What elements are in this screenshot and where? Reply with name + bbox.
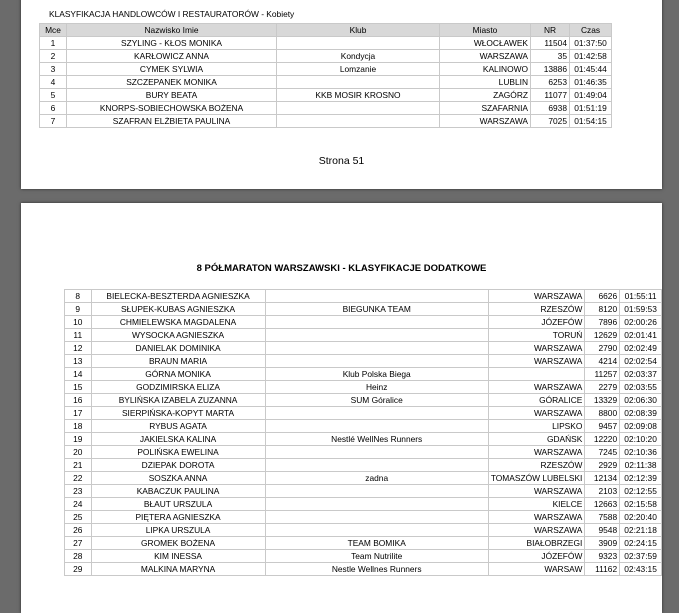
name-cell: SŁUPEK-KUBAS AGNIESZKA bbox=[91, 303, 265, 316]
number-cell: 7896 bbox=[585, 316, 620, 329]
city-cell: WŁOCŁAWEK bbox=[440, 37, 531, 50]
number-cell: 7245 bbox=[585, 446, 620, 459]
table-row bbox=[65, 420, 662, 433]
table-row bbox=[65, 290, 662, 303]
name-cell: SOSZKA ANNA bbox=[91, 472, 265, 485]
place-cell: 28 bbox=[65, 550, 92, 563]
number-cell: 2103 bbox=[585, 485, 620, 498]
city-cell: WARSZAWA bbox=[488, 355, 585, 368]
place-cell: 9 bbox=[65, 303, 92, 316]
place-cell: 6 bbox=[40, 102, 67, 115]
club-cell bbox=[277, 37, 440, 50]
city-cell: RZESZÓW bbox=[488, 303, 585, 316]
number-cell: 9457 bbox=[585, 420, 620, 433]
club-cell bbox=[265, 342, 488, 355]
city-cell: WARSZAWA bbox=[488, 407, 585, 420]
place-cell: 29 bbox=[65, 563, 92, 576]
number-cell: 4214 bbox=[585, 355, 620, 368]
place-cell: 24 bbox=[65, 498, 92, 511]
table-row bbox=[65, 381, 662, 394]
number-cell: 9548 bbox=[585, 524, 620, 537]
city-cell: WARSZAWA bbox=[488, 381, 585, 394]
club-cell bbox=[265, 459, 488, 472]
name-cell: SZCZEPANEK MONIKA bbox=[67, 76, 277, 89]
time-cell: 01:49:04 bbox=[570, 89, 612, 102]
place-cell: 11 bbox=[65, 329, 92, 342]
table-row bbox=[40, 50, 612, 63]
place-cell: 21 bbox=[65, 459, 92, 472]
time-cell: 02:08:39 bbox=[620, 407, 662, 420]
place-cell: 14 bbox=[65, 368, 92, 381]
city-cell: SZAFARNIA bbox=[440, 102, 531, 115]
city-cell: WARSZAWA bbox=[488, 511, 585, 524]
table-row bbox=[65, 537, 662, 550]
name-cell: KNORPS-SOBIECHOWSKA BOŻENA bbox=[67, 102, 277, 115]
city-cell: WARSZAWA bbox=[488, 485, 585, 498]
table-row bbox=[65, 498, 662, 511]
time-cell: 01:54:15 bbox=[570, 115, 612, 128]
place-cell: 12 bbox=[65, 342, 92, 355]
results-table-body bbox=[40, 37, 612, 128]
place-cell: 1 bbox=[40, 37, 67, 50]
time-cell: 02:11:38 bbox=[620, 459, 662, 472]
place-cell: 2 bbox=[40, 50, 67, 63]
club-cell bbox=[265, 511, 488, 524]
place-cell: 27 bbox=[65, 537, 92, 550]
city-cell: WARSAW bbox=[488, 563, 585, 576]
number-cell: 7588 bbox=[585, 511, 620, 524]
table-row bbox=[65, 329, 662, 342]
time-cell: 02:10:20 bbox=[620, 433, 662, 446]
city-cell: WARSZAWA bbox=[440, 115, 531, 128]
number-cell: 13886 bbox=[531, 63, 570, 76]
number-cell: 12663 bbox=[585, 498, 620, 511]
table-row bbox=[65, 394, 662, 407]
place-cell: 13 bbox=[65, 355, 92, 368]
time-cell: 01:46:35 bbox=[570, 76, 612, 89]
name-cell: GÓRNA MONIKA bbox=[91, 368, 265, 381]
name-cell: KABACZUK PAULINA bbox=[91, 485, 265, 498]
place-cell: 25 bbox=[65, 511, 92, 524]
time-cell: 02:03:37 bbox=[620, 368, 662, 381]
results-table-continued-body bbox=[65, 290, 662, 576]
table-row bbox=[65, 355, 662, 368]
number-cell: 11077 bbox=[531, 89, 570, 102]
city-cell: BIAŁOBRZEGI bbox=[488, 537, 585, 550]
name-cell: MALKINA MARYNA bbox=[91, 563, 265, 576]
time-cell: 02:00:26 bbox=[620, 316, 662, 329]
name-cell: CHMIELEWSKA MAGDALENA bbox=[91, 316, 265, 329]
number-cell: 2790 bbox=[585, 342, 620, 355]
table-row bbox=[40, 89, 612, 102]
time-cell: 02:20:40 bbox=[620, 511, 662, 524]
time-cell: 02:24:15 bbox=[620, 537, 662, 550]
place-cell: 7 bbox=[40, 115, 67, 128]
table-row bbox=[65, 433, 662, 446]
time-cell: 02:12:39 bbox=[620, 472, 662, 485]
club-cell bbox=[265, 524, 488, 537]
club-cell: TEAM BOMIKA bbox=[265, 537, 488, 550]
name-cell: PIĘTERA AGNIESZKA bbox=[91, 511, 265, 524]
number-cell: 2279 bbox=[585, 381, 620, 394]
time-cell: 02:12:55 bbox=[620, 485, 662, 498]
number-cell: 11504 bbox=[531, 37, 570, 50]
table-header-row bbox=[40, 24, 612, 37]
city-cell: TOMASZÓW LUBELSKI bbox=[488, 472, 585, 485]
category-title: KLASYFIKACJA HANDLOWCÓW I RESTAURATORÓW - Kobiety bbox=[49, 9, 295, 19]
name-cell: CYMEK SYLWIA bbox=[67, 63, 277, 76]
place-cell: 20 bbox=[65, 446, 92, 459]
city-cell: LIPSKO bbox=[488, 420, 585, 433]
city-cell: ZAGÓRZ bbox=[440, 89, 531, 102]
header-club: Klub bbox=[277, 24, 440, 37]
document-page-52 bbox=[21, 203, 662, 613]
place-cell: 3 bbox=[40, 63, 67, 76]
name-cell: JAKIELSKA KALINA bbox=[91, 433, 265, 446]
club-cell: Heinz bbox=[265, 381, 488, 394]
club-cell: SUM Góralice bbox=[265, 394, 488, 407]
name-cell: BURY BEATA bbox=[67, 89, 277, 102]
club-cell: Kondycja bbox=[277, 50, 440, 63]
city-cell: JÓZEFÓW bbox=[488, 316, 585, 329]
name-cell: LIPKA URSZULA bbox=[91, 524, 265, 537]
time-cell: 01:42:58 bbox=[570, 50, 612, 63]
city-cell: WARSZAWA bbox=[440, 50, 531, 63]
results-table-continued bbox=[64, 289, 662, 576]
club-cell bbox=[277, 115, 440, 128]
table-row bbox=[40, 76, 612, 89]
time-cell: 01:51:19 bbox=[570, 102, 612, 115]
document-title: 8 PÓŁMARATON WARSZAWSKI - KLASYFIKACJE DODATKOWE bbox=[196, 263, 487, 274]
number-cell: 11162 bbox=[585, 563, 620, 576]
city-cell: GDAŃSK bbox=[488, 433, 585, 446]
city-cell: LUBLIN bbox=[440, 76, 531, 89]
number-cell: 35 bbox=[531, 50, 570, 63]
city-cell: TORUŃ bbox=[488, 329, 585, 342]
club-cell: zadna bbox=[265, 472, 488, 485]
place-cell: 8 bbox=[65, 290, 92, 303]
number-cell: 12629 bbox=[585, 329, 620, 342]
number-cell: 2929 bbox=[585, 459, 620, 472]
club-cell: BIEGUNKA TEAM bbox=[265, 303, 488, 316]
name-cell: BYLIŃSKA IZABELA ZUZANNA bbox=[91, 394, 265, 407]
name-cell: SIERPIŃSKA-KOPYT MARTA bbox=[91, 407, 265, 420]
city-cell: GÓRALICE bbox=[488, 394, 585, 407]
time-cell: 02:37:59 bbox=[620, 550, 662, 563]
name-cell: WYSOCKA AGNIESZKA bbox=[91, 329, 265, 342]
table-row bbox=[65, 511, 662, 524]
club-cell bbox=[265, 316, 488, 329]
time-cell: 02:06:30 bbox=[620, 394, 662, 407]
table-row bbox=[65, 446, 662, 459]
table-row bbox=[65, 316, 662, 329]
club-cell bbox=[265, 446, 488, 459]
table-row bbox=[40, 102, 612, 115]
club-cell bbox=[265, 485, 488, 498]
name-cell: KIM INESSA bbox=[91, 550, 265, 563]
table-row bbox=[65, 472, 662, 485]
city-cell: WARSZAWA bbox=[488, 446, 585, 459]
club-cell bbox=[265, 498, 488, 511]
name-cell: KARŁOWICZ ANNA bbox=[67, 50, 277, 63]
club-cell bbox=[265, 355, 488, 368]
city-cell: KIELCE bbox=[488, 498, 585, 511]
place-cell: 16 bbox=[65, 394, 92, 407]
number-cell: 12134 bbox=[585, 472, 620, 485]
place-cell: 5 bbox=[40, 89, 67, 102]
city-cell: JÓZEFÓW bbox=[488, 550, 585, 563]
city-cell: RZESZÓW bbox=[488, 459, 585, 472]
results-table bbox=[39, 23, 612, 128]
number-cell: 8120 bbox=[585, 303, 620, 316]
time-cell: 02:21:18 bbox=[620, 524, 662, 537]
place-cell: 17 bbox=[65, 407, 92, 420]
time-cell: 01:59:53 bbox=[620, 303, 662, 316]
number-cell: 9323 bbox=[585, 550, 620, 563]
place-cell: 26 bbox=[65, 524, 92, 537]
place-cell: 23 bbox=[65, 485, 92, 498]
time-cell: 02:03:55 bbox=[620, 381, 662, 394]
club-cell bbox=[277, 76, 440, 89]
club-cell bbox=[265, 420, 488, 433]
name-cell: RYBUS AGATA bbox=[91, 420, 265, 433]
name-cell: POLIŃSKA EWELINA bbox=[91, 446, 265, 459]
place-cell: 10 bbox=[65, 316, 92, 329]
city-cell: WARSZAWA bbox=[488, 524, 585, 537]
table-row bbox=[40, 63, 612, 76]
time-cell: 02:43:15 bbox=[620, 563, 662, 576]
header-place: Mce bbox=[40, 24, 67, 37]
table-row bbox=[65, 550, 662, 563]
club-cell bbox=[265, 329, 488, 342]
number-cell: 6253 bbox=[531, 76, 570, 89]
number-cell: 8800 bbox=[585, 407, 620, 420]
table-row bbox=[65, 407, 662, 420]
club-cell: Klub Polska Biega bbox=[265, 368, 488, 381]
place-cell: 15 bbox=[65, 381, 92, 394]
page-number: Strona 51 bbox=[318, 155, 365, 167]
table-row bbox=[40, 115, 612, 128]
club-cell: Nestlé WellNes Runners bbox=[265, 433, 488, 446]
name-cell: DZIEPAK DOROTA bbox=[91, 459, 265, 472]
club-cell: Lomzanie bbox=[277, 63, 440, 76]
time-cell: 02:09:08 bbox=[620, 420, 662, 433]
document-page-51 bbox=[21, 0, 662, 189]
club-cell bbox=[265, 407, 488, 420]
number-cell: 12220 bbox=[585, 433, 620, 446]
club-cell: KKB MOSIR KROSNO bbox=[277, 89, 440, 102]
time-cell: 02:10:36 bbox=[620, 446, 662, 459]
table-row bbox=[65, 459, 662, 472]
name-cell: GROMEK BOŻENA bbox=[91, 537, 265, 550]
table-row bbox=[65, 303, 662, 316]
table-row bbox=[65, 524, 662, 537]
city-cell bbox=[488, 368, 585, 381]
name-cell: BIELECKA-BESZTERDA AGNIESZKA bbox=[91, 290, 265, 303]
name-cell: SZAFRAN ELŻBIETA PAULINA bbox=[67, 115, 277, 128]
name-cell: BRAUN MARIA bbox=[91, 355, 265, 368]
table-row bbox=[65, 485, 662, 498]
place-cell: 19 bbox=[65, 433, 92, 446]
club-cell bbox=[277, 102, 440, 115]
time-cell: 02:15:58 bbox=[620, 498, 662, 511]
city-cell: KALINOWO bbox=[440, 63, 531, 76]
city-cell: WARSZAWA bbox=[488, 342, 585, 355]
name-cell: DANIELAK DOMINIKA bbox=[91, 342, 265, 355]
name-cell: BŁAUT URSZULA bbox=[91, 498, 265, 511]
table-row bbox=[65, 342, 662, 355]
place-cell: 4 bbox=[40, 76, 67, 89]
name-cell: SZYLING - KŁOS MONIKA bbox=[67, 37, 277, 50]
table-row bbox=[65, 368, 662, 381]
header-name: Nazwisko Imie bbox=[67, 24, 277, 37]
club-cell: Team Nutrilite bbox=[265, 550, 488, 563]
place-cell: 22 bbox=[65, 472, 92, 485]
name-cell: GODZIMIRSKA ELIZA bbox=[91, 381, 265, 394]
table-row bbox=[65, 563, 662, 576]
time-cell: 02:01:41 bbox=[620, 329, 662, 342]
club-cell: Nestle Wellnes Runners bbox=[265, 563, 488, 576]
time-cell: 01:45:44 bbox=[570, 63, 612, 76]
city-cell: WARSZAWA bbox=[488, 290, 585, 303]
header-number: NR bbox=[531, 24, 570, 37]
time-cell: 02:02:49 bbox=[620, 342, 662, 355]
time-cell: 01:37:50 bbox=[570, 37, 612, 50]
time-cell: 01:55:11 bbox=[620, 290, 662, 303]
number-cell: 6938 bbox=[531, 102, 570, 115]
number-cell: 3909 bbox=[585, 537, 620, 550]
number-cell: 13329 bbox=[585, 394, 620, 407]
header-time: Czas bbox=[570, 24, 612, 37]
header-city: Miasto bbox=[440, 24, 531, 37]
number-cell: 11257 bbox=[585, 368, 620, 381]
time-cell: 02:02:54 bbox=[620, 355, 662, 368]
place-cell: 18 bbox=[65, 420, 92, 433]
club-cell bbox=[265, 290, 488, 303]
number-cell: 7025 bbox=[531, 115, 570, 128]
table-row bbox=[40, 37, 612, 50]
number-cell: 6626 bbox=[585, 290, 620, 303]
